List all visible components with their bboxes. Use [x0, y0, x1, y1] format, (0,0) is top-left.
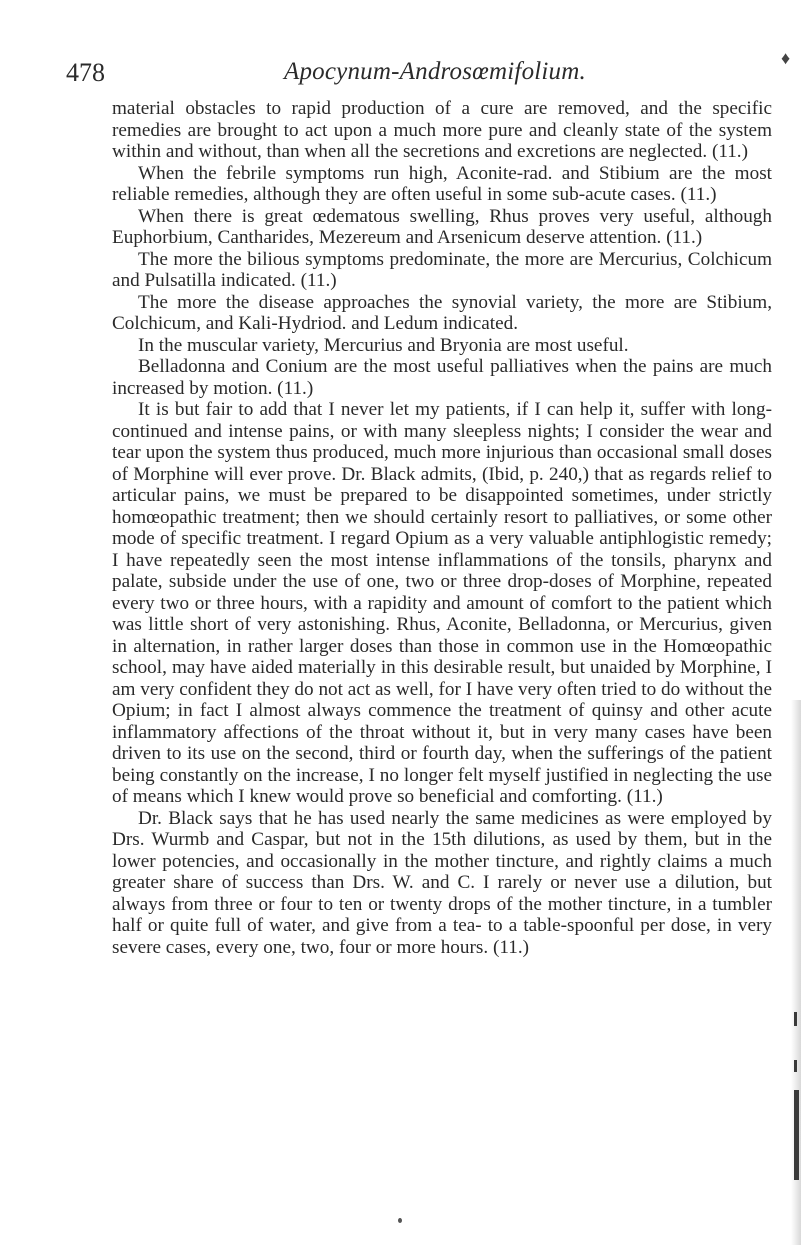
page-edge-mark: [794, 1060, 797, 1072]
paragraph: It is but fair to add that I never let my patients, if I can help it, suffer with long-continued and intense pains, or with many sleepless nights; I consider the wear and tear upon the system thus produced, much more injurious than occasional small doses of Morphine will ever prove. Dr. Black admits, (Ibid, p. 240,) that as regards relief to articular pains, we must be prepared to be disappointed sometimes, under strictly homœopathic treatment; then we should certainly resort to palliatives, or some other mode of specific treatment. I regard Opium as a very valuable antiphlogistic remedy; I have repeatedly seen the most intense inflammations of the tonsils, pharynx and palate, subside under the use of one, two or three drop-doses of Morphine, repeated every two or three hours, with a rapidity and amount of comfort to the patient which was little short of very astonishing. Rhus, Aconite, Belladonna, or Mercurius, given in alternation, in rather larger doses than those in common use in the Homœopathic school, may have aided materially in this desirable result, but unaided by Morphine, I am very confident they do not act as well, for I have very often tried to do without the Opium; in fact I almost always commence the treatment of quinsy and other acute inflammatory affections of the throat without it, but in very many cases have been driven to its use on the second, third or fourth day, when the sufferings of the patient being constantly on the increase, I no longer felt myself justified in neglecting the use of means which I knew would prove so beneficial and comforting. (11.): [112, 399, 772, 807]
stray-ink-dot: [398, 1218, 402, 1223]
paragraph: Dr. Black says that he has used nearly the same medicines as were employed by Drs. Wurmb and Caspar, but not in the 15th dilutions, as used by them, but in the lower potencies, and occasionally in the mother tincture, and rightly claims a much greater share of success than Drs. W. and C. I rarely or never use a dilution, but always from three or four to ten or twenty drops of the mother tincture, in a tumbler half or quite full of water, and give from a tea- to a table-spoonful per dose, in very severe cases, every one, two, four or more hours. (11.): [112, 807, 772, 958]
paragraph: Belladonna and Conium are the most useful palliatives when the pains are much increased by motion. (11.): [112, 356, 772, 399]
body-text: [112, 98, 772, 958]
page-edge-mark: [794, 1090, 799, 1180]
paragraph: When the febrile symptoms run high, Aconite-rad. and Stibium are the most reliable remedies, although they are often useful in some sub-acute cases. (11.): [112, 162, 772, 205]
paragraph: The more the bilious symptoms predominate, the more are Mercurius, Colchicum and Pulsatilla indicated. (11.): [112, 248, 772, 291]
page-edge-mark: [794, 1012, 797, 1026]
paragraph: material obstacles to rapid production of a cure are removed, and the specific remedies are brought to act upon a much more pure and cleanly state of the system within and without, than when all the secretions and excretions are neglected. (11.): [112, 98, 772, 162]
corner-ink-mark-icon: ♦: [781, 48, 791, 68]
paragraph: When there is great œdematous swelling, Rhus proves very useful, although Euphorbium, Cantharides, Mezereum and Arsenicum deserve attention. (11.): [112, 205, 772, 248]
page-number: 478: [66, 58, 105, 87]
paragraph: The more the disease approaches the synovial variety, the more are Stibium, Colchicum, and Kali-Hydriod. and Ledum indicated.: [112, 291, 772, 334]
paragraph: In the muscular variety, Mercurius and Bryonia are most useful.: [138, 334, 629, 356]
running-title: Apocynum-Androsœmifolium.: [284, 58, 586, 85]
